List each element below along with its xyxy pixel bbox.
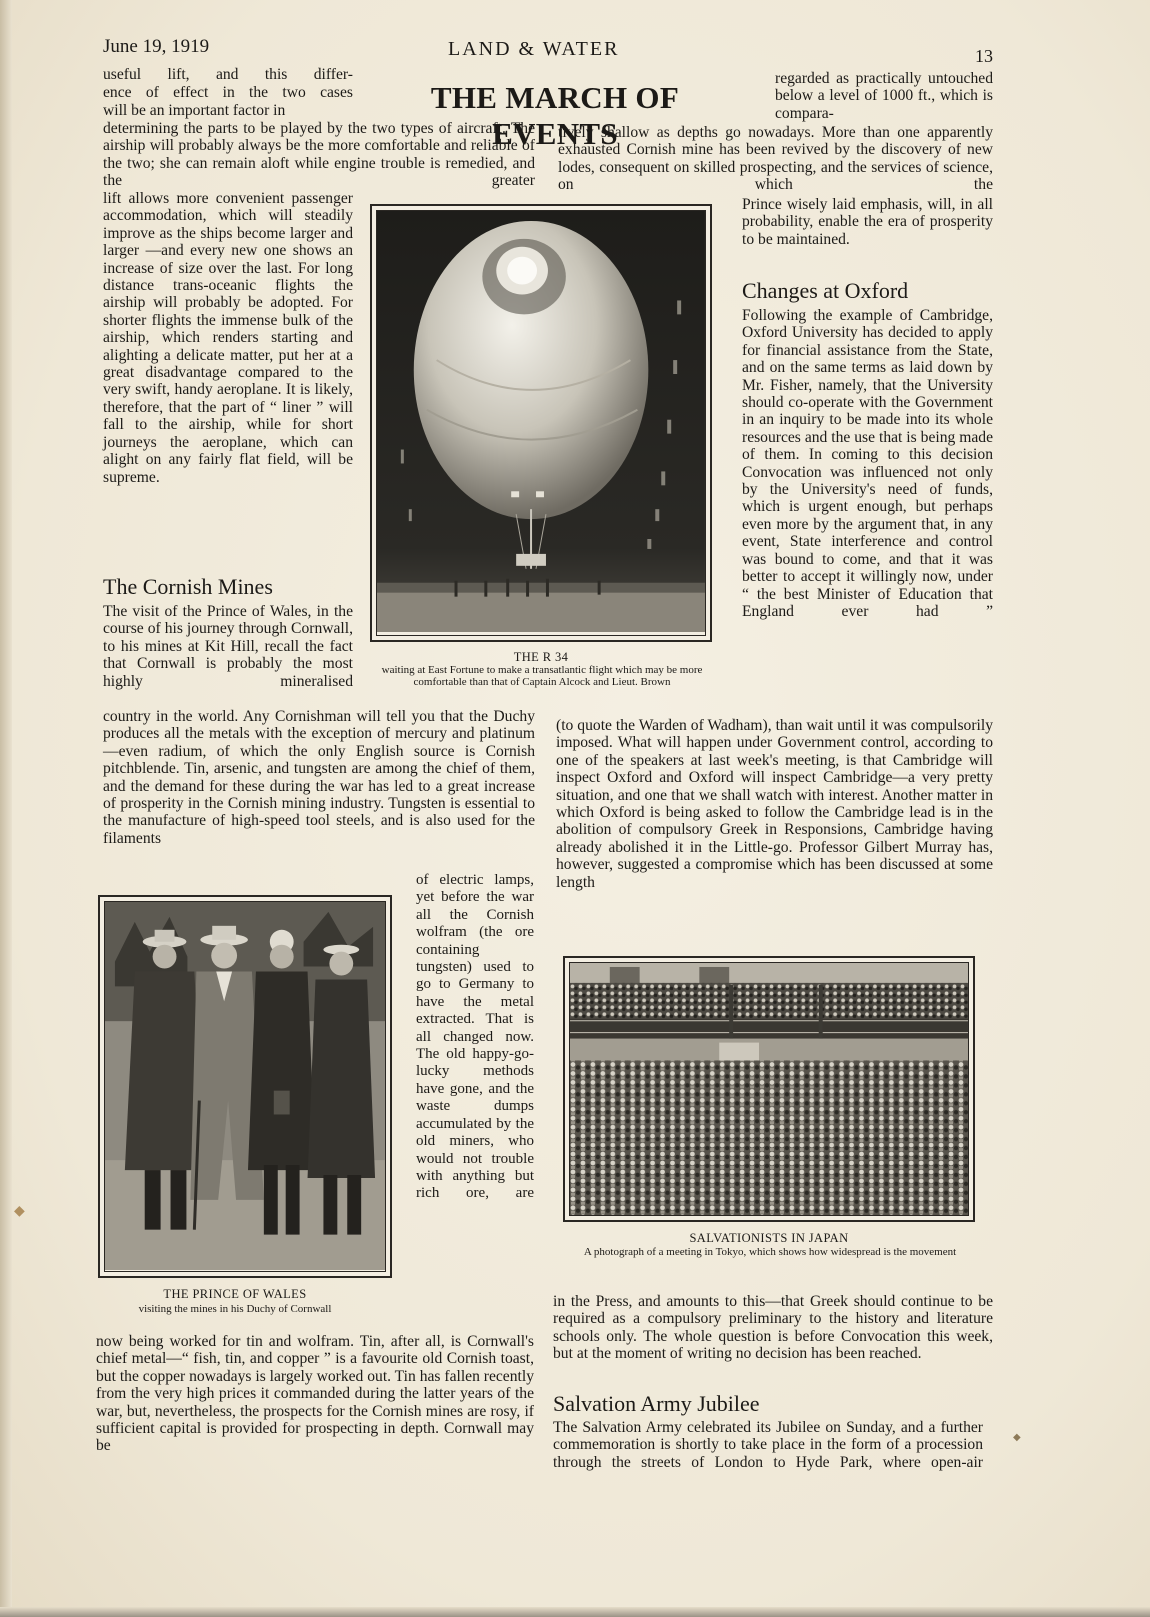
cornish-paragraph-side: of electric lamps, yet before the war all the Cornish wolfram (the ore containing tungsten) used to go to Germany to have the metal extracted. That is all changed now. The old happy-go-lucky methods have gone, and the waste dumps accumulated by the old miners, who would not trouble with anything but rich ore, are [416,872,534,1202]
prince-paragraph-narrow: Prince wisely laid emphasis, will, in all probability, enable the era of prosperity to be maintained. [742,196,993,248]
paper-stain-mark: ◆ [14,1203,25,1219]
issue-date: June 19, 1919 [103,36,210,57]
cornish-paragraph-wide: country in the world. Any Cornishman will tell you that the Duchy produces all the metals with the exception of mercury and platinum—even radium, of which the only English source is Cornish pitchblende. Tin, arsenic, and tungsten are among the chief of them, and the demand for these during the war has led to a great increase of prosperity in the Cornish mining industry. Tungsten is essential to the manufacture of high-speed tool steels, and is also used for the filaments [103,708,535,847]
intro-line-1: useful lift, and this differ- [103,66,353,83]
airship-paragraph-wide: determining the parts to be played by the two types of aircraft. The airship will probably always be the more comfortable and reliable of the two; she can remain aloft while engine trouble is remedied, and the greater [103,120,535,190]
salvation-paragraph: The Salvation Army celebrated its Jubilee on Sunday, and a further commemoration is shortly to take place in the form of a procession through the streets of London to Hyde Park, where open-air [553,1419,983,1471]
prince-caption-title: THE PRINCE OF WALES [163,1287,307,1301]
airship-caption-title: THE R 34 [513,650,569,664]
page-bottom-edge [0,1607,1150,1617]
oxford-heading: Changes at Oxford [742,278,909,303]
intro-line-3: will be an important factor in [103,102,286,119]
depth-paragraph-wide: tively shallow as depths go nowadays. More than one apparently exhausted Cornish mine has been revived by the discovery of new lodes, consequent on skilled prospecting, and the services of science, on which the [558,124,993,194]
page-binding-shadow [0,0,12,1617]
prince-caption-text: visiting the mines in his Duchy of Cornwall [138,1303,332,1315]
press-paragraph: in the Press, and amounts to this—that Greek should continue to be required as a compulsory preliminary to the history and literature schools only. The whole question is before Convocation this week, but at the moment of writing no decision has been reached. [553,1293,993,1363]
salvation-army-heading: Salvation Army Jubilee [553,1391,760,1416]
salvation-photo-frame [563,956,975,1222]
cornish-mines-heading: The Cornish Mines [103,574,273,599]
intro-line-2: ence of effect in the two cases [103,84,353,101]
airship-caption-text: waiting at East Fortune to make a transatlantic flight which may be more comfortable than that of Captain Alcock and Lieut. Brown [381,664,703,688]
airship-r34-photo [377,211,705,632]
salvation-caption-text: A photograph of a meeting in Tokyo, which shows how widespread is the movement [583,1246,957,1258]
salvation-caption-title: SALVATIONISTS IN JAPAN [689,1231,849,1245]
cornish-paragraph-narrow: The visit of the Prince of Wales, in the course of his journey through Cornwall, to his mines at Kit Hill, recall the fact that Cornwall is probably the most highly mineralised [103,603,353,690]
paper-stain-mark-2: ◆ [1013,1432,1021,1443]
airship-photo-frame [370,204,712,642]
cornish-paragraph-end: now being worked for tin and wolfram. Tin, after all, is Cornwall's chief metal—“ fish, tin, and copper ” is a favourite old Cornish toast, but the copper nowadays is largely worked out. Tin has fallen recently from the very high prices it commanded during the latter years of the war, but, nevertheless, the prospects for the Cornish mines are rosy, if sufficient capital is provided for prospecting in depth. Cornwall may be [96,1333,534,1455]
prince-of-wales-photo [105,902,385,1270]
article-headline: THE MARCH OF EVENTS [430,80,680,151]
airship-paragraph-narrow: lift allows more convenient passenger accommodation, which will steadily improve as the ships become larger and larger —and every new one shows an increase of size over the last. For long distance trans-oceanic flights the airship will probably be adopted. For shorter flights the immense bulk of the airship, which renders starting and alighting a delicate matter, put her at a great disadvantage compared to the very swift, handy aeroplane. It is likely, therefore, that the part of “ liner ” will fall to the airship, while for short journeys the aeroplane, which can alight on any fairly flat field, will be supreme. [103,190,353,486]
depth-paragraph-narrow: regarded as practically untouched below a level of 1000 ft., which is compara- [775,70,993,122]
oxford-paragraph-narrow: Following the example of Cambridge, Oxford University has decided to apply for financial assistance from the State, and on the same terms as laid down by Mr. Fisher, namely, that the University should co-operate with the Government in an inquiry to be made into its whole resources and the use that is being made of them. In coming to this decision Convocation was influenced not only by the University's need of funds, which is urgent enough, but perhaps even more by the argument that, in any event, State interference and control was bound to come, and that it was better to accept it willingly now, under “ the best Minister of Education that England ever had ” [742,307,993,620]
salvationists-meeting-photo [570,963,968,1216]
oxford-paragraph-wide: (to quote the Warden of Wadham), than wait until it was compulsorily imposed. What will happen under Government control, according to one of the speakers at last week's meeting, is that Cambridge will inspect Oxford and Oxford will inspect Cambridge—a very pretty situation, and one that we shall watch with interest. Another matter in which Oxford is being asked to follow the Cambridge lead is in the abolition of compulsory Greek in Responsions, Cambridge having already abolished it in the Little-go. Professor Gilbert Murray has, however, suggested a compromise which has been discussed at some length [556,717,993,891]
prince-photo-frame [98,895,392,1278]
page-number: 13 [975,46,993,66]
magazine-title: LAND & WATER [448,38,620,60]
